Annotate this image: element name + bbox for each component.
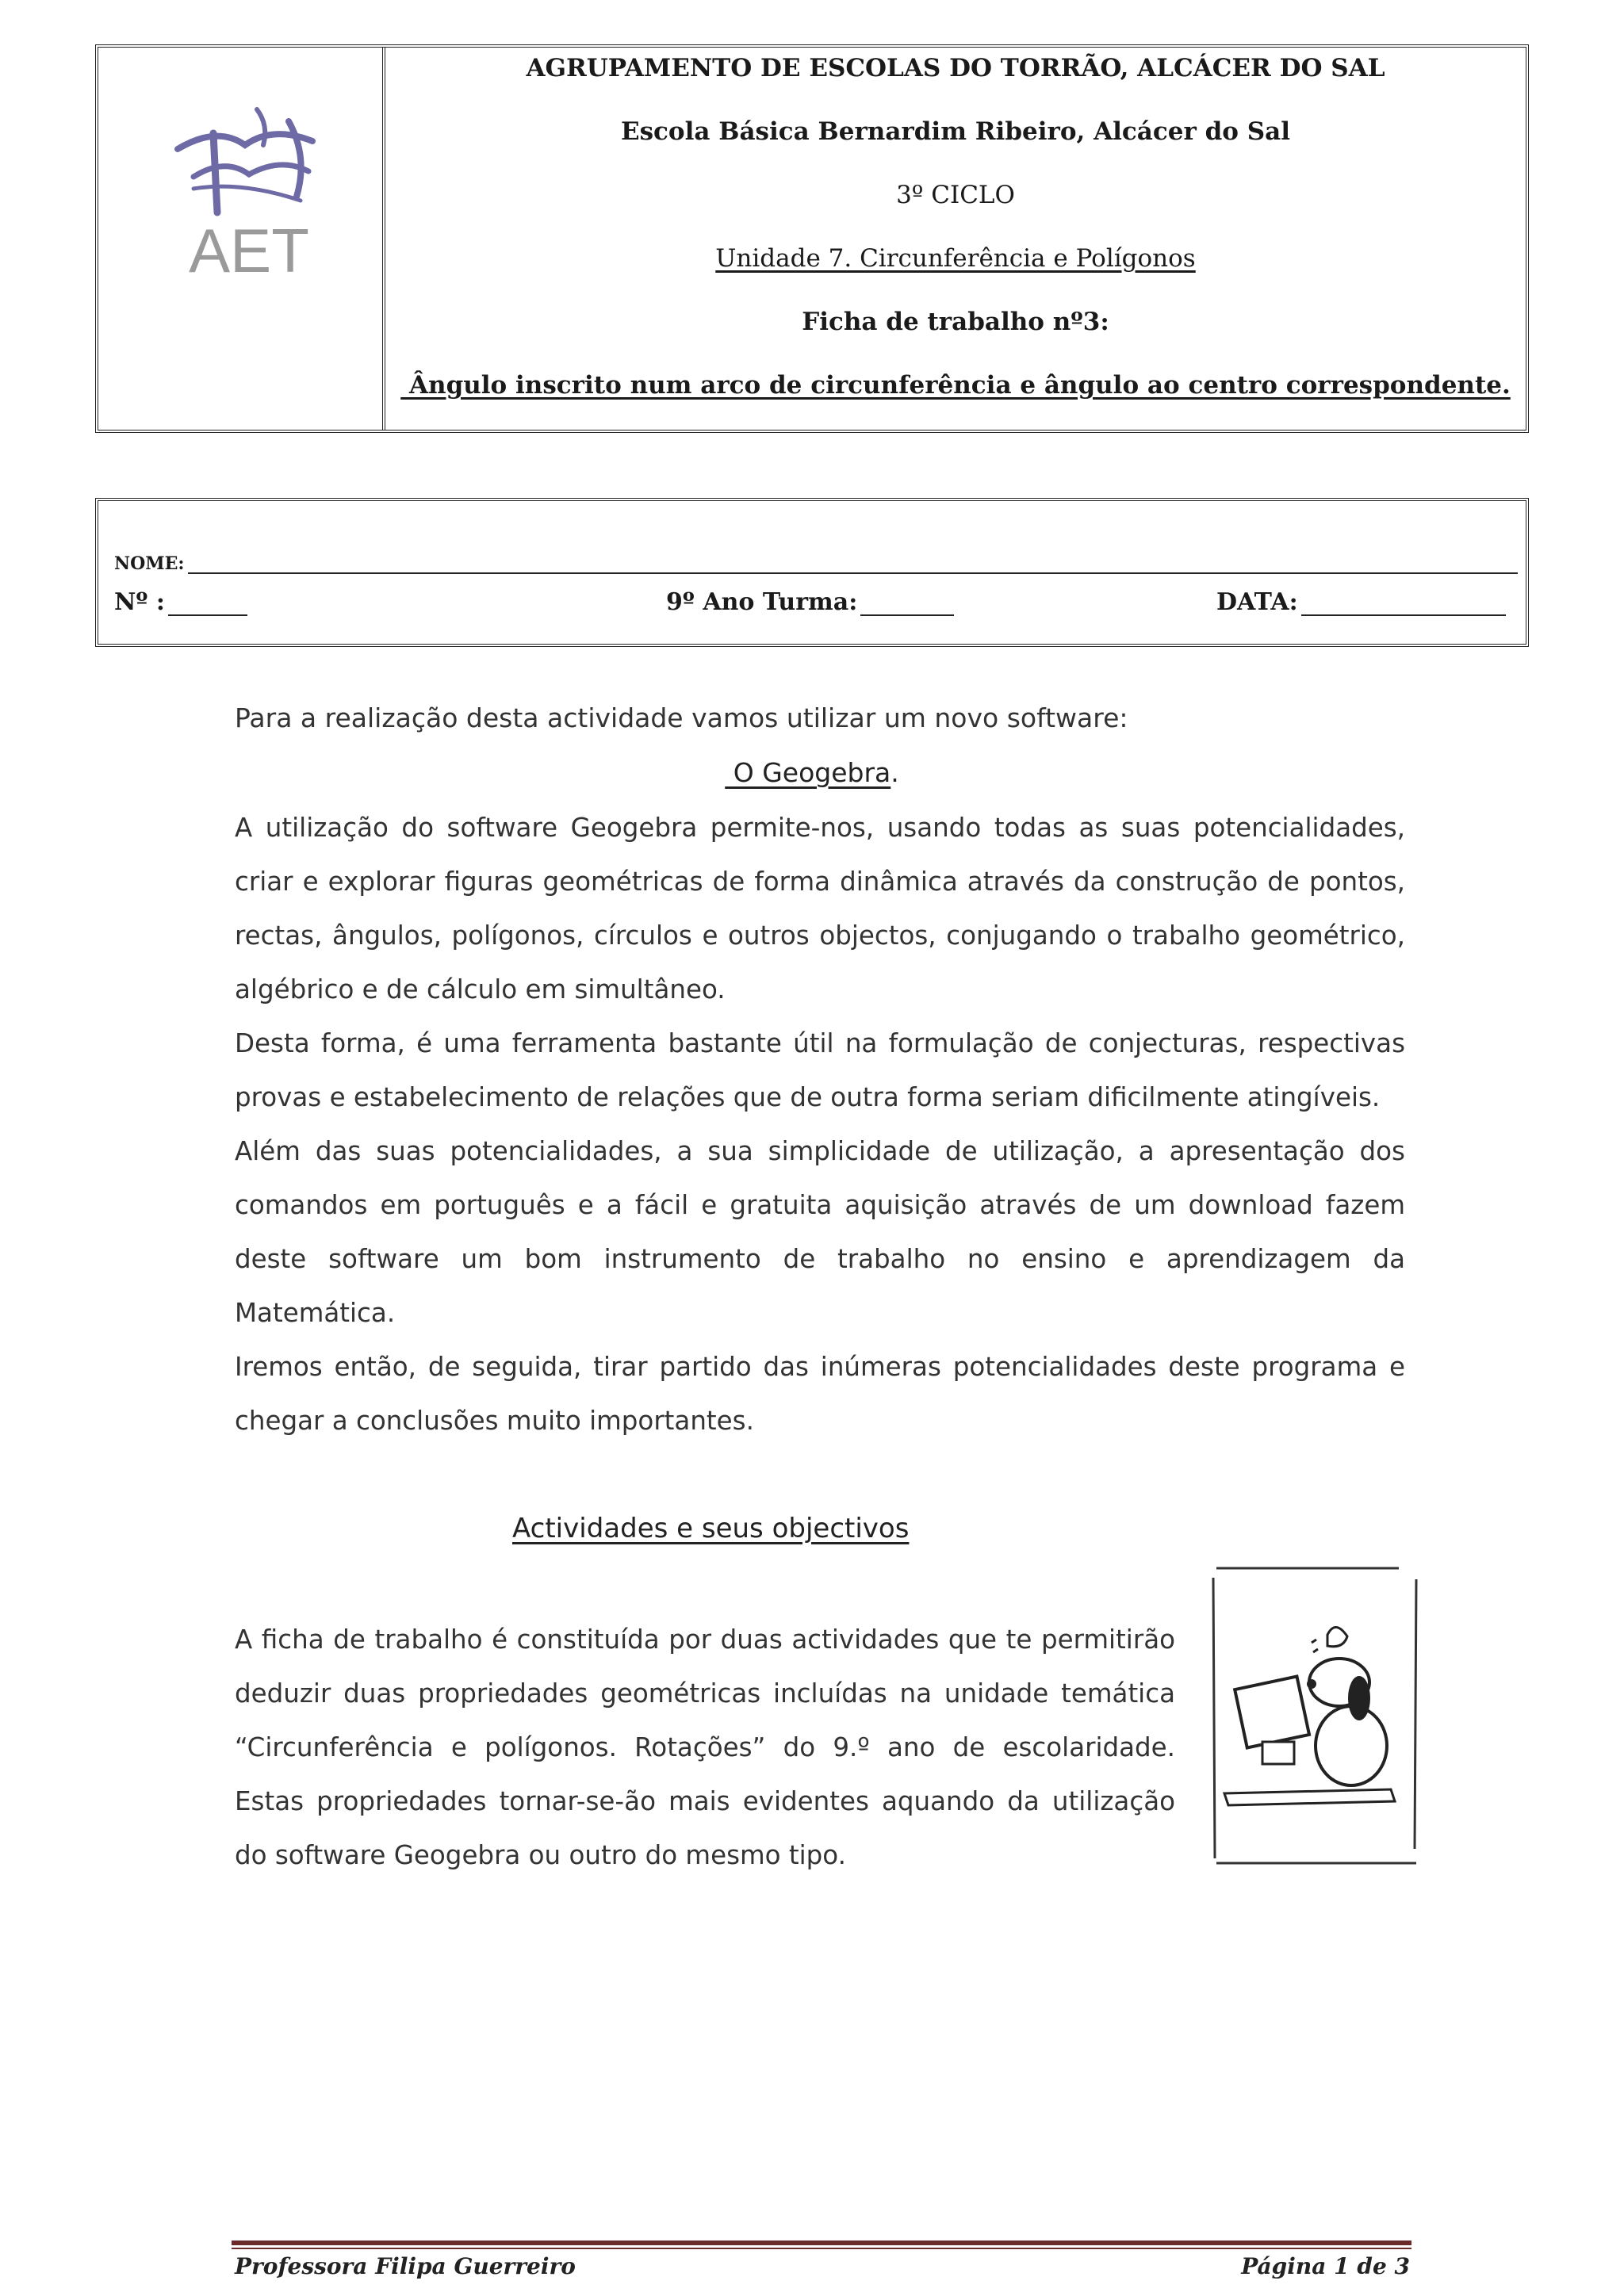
activities-section [235,1613,1175,1882]
number-field[interactable] [168,591,247,616]
header-titles [385,48,1526,430]
footer-page-number: Página 1 de 3 [1241,2253,1410,2279]
worksheet-title: Ficha de trabalho nº3: [802,308,1109,336]
name-row [114,553,1518,574]
software-name-line [0,757,1624,788]
class-row [666,588,954,616]
header-box [95,44,1529,433]
topic-title: Ângulo inscrito num arco de circunferência e ângulo ao centro correspondente. [400,371,1511,400]
footer-rule [232,2241,1411,2245]
date-field[interactable] [1301,591,1506,616]
cycle-label: 3º CICLO [896,181,1015,209]
footer-rule-thin [232,2248,1411,2249]
software-name-suffix: . [891,757,899,788]
school-group-title: AGRUPAMENTO DE ESCOLAS DO TORRÃO, ALCÁCER DO SAL [526,54,1385,82]
logo-text: AET [189,216,309,285]
class-label: 9º Ano Turma: [666,588,858,616]
school-name: Escola Básica Bernardim Ribeiro, Alcácer do Sal [620,117,1291,146]
school-logo-cell [98,48,385,430]
date-row [1216,588,1506,616]
activities-text: A ficha de trabalho é constituída por duas actividades que te permitirão deduzir duas propriedades geométricas incluídas na unidade temática “Circunferência e polígonos. Rotações” do 9.º ano de escolaridade. Estas propriedades tornar-se-ão mais evidentes aquando da utilização do software Geogebra ou outro do mesmo tipo. [235,1624,1175,1870]
intro-line: Para a realização desta actividade vamos utilizar um novo software: [235,702,1128,733]
name-field[interactable] [188,555,1518,574]
footer-teacher: Professora Filipa Guerreiro [235,2253,576,2279]
student-info-box [95,498,1529,647]
intro-paragraphs [235,801,1405,1448]
class-field[interactable] [860,591,954,616]
name-label: NOME: [114,553,185,574]
school-logo [170,101,328,300]
paragraph: A utilização do software Geogebra permite-nos, usando todas as suas potencialidades, criar e explorar figuras geométricas de forma dinâmica através da construção de pontos, rectas, ângulos, polígonos, círculos e outros objectos, conjugando o trabalho geométrico, algébrico e de cálculo em simultâneo. [235,813,1405,1004]
date-label: DATA: [1216,588,1298,616]
unit-title: Unidade 7. Circunferência e Polígonos [715,244,1196,273]
number-label: Nº : [114,588,165,616]
activities-title: Actividades e seus objectivos [512,1513,910,1544]
paragraph: Além das suas potencialidades, a sua simplicidade de utilização, a apresentação dos comandos em português e a fácil e gratuita aquisição através de um download fazem deste software um bom instrumento de trabalho no ensino e aprendizagem da Matemática. [235,1136,1405,1328]
paragraph: Desta forma, é uma ferramenta bastante útil na formulação de conjecturas, respectivas provas e estabelecimento de relações que de outra forma seriam dificilmente atingíveis. [235,1028,1405,1112]
paragraph: Iremos então, de seguida, tirar partido das inúmeras potencialidades deste programa e chegar a conclusões muito importantes. [235,1352,1405,1436]
software-name: O Geogebra [725,757,891,788]
number-row [114,588,247,616]
illustration-dog-computer [1208,1563,1423,1873]
